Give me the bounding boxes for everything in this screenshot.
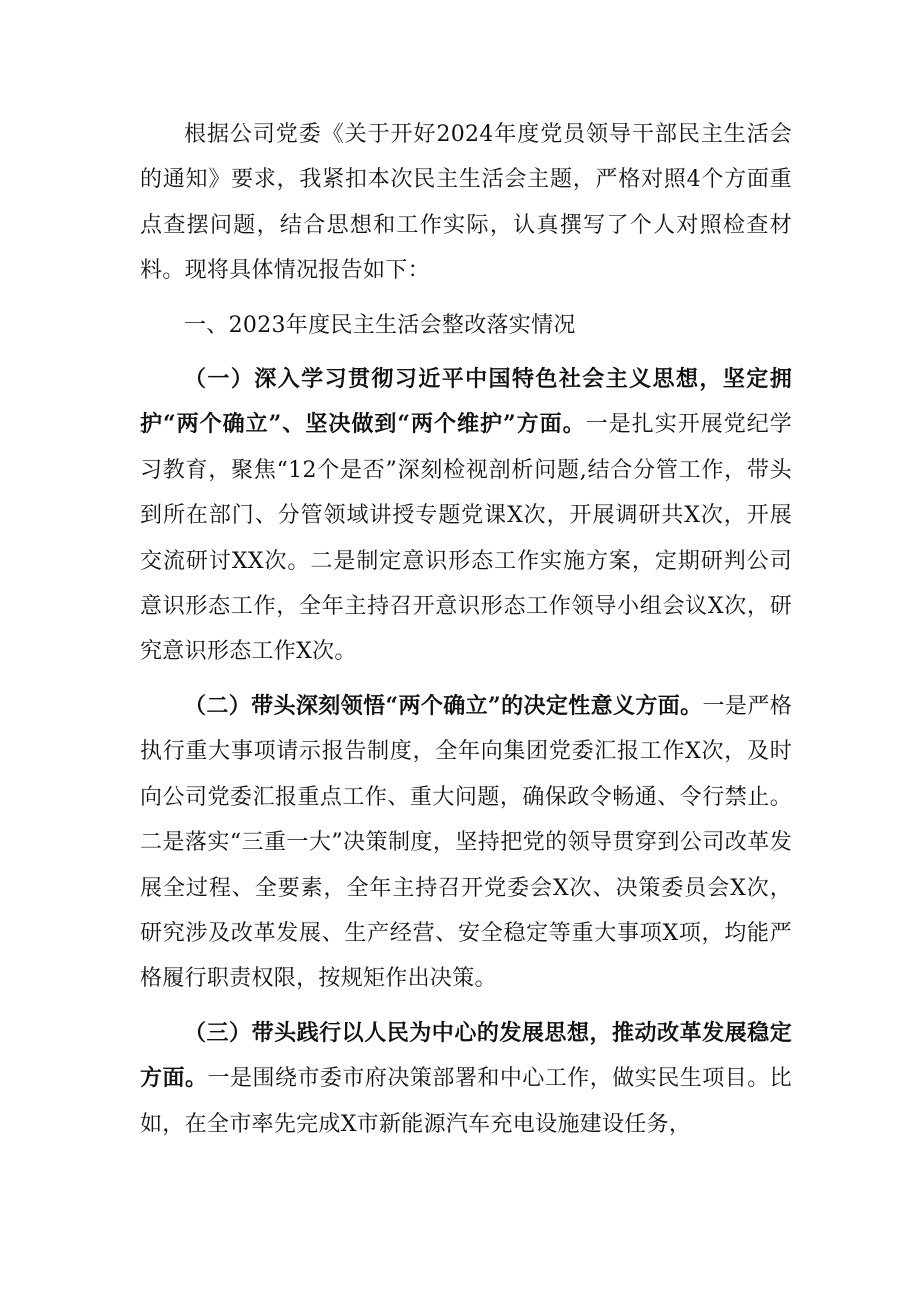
section-heading-1: 一、2023年度民主生活会整改落实情况 — [184, 312, 576, 338]
subsection-3-body: 一是围绕市委市府决策部署和中心工作，做实民生项目。比如，在全市率先完成X市新能源汽车充电设施建设任务， — [140, 1066, 792, 1137]
document-page — [140, 112, 792, 1147]
subsection-2-body: 一是严格执行重大事项请示报告制度，全年向集团党委汇报工作X次，及时向公司党委汇报重点工作、重大问题，确保政令畅通、令行禁止。二是落实“三重一大”决策制度，坚持把党的领导贯穿到公司改革发展全过程、全要素，全年主持召开党委会X次、决策委员会X次，研究涉及改革发展、生产经营、安全稳定等重大事项X项，均能严格履行职责权限，按规矩作出决策。 — [140, 693, 793, 992]
subsection-1-body: 一是扎实开展党纪学习教育，聚焦“12个是否”深刻检视剖析问题,结合分管工作，带头到所在部门、分管领域讲授专题党课X次，开展调研共X次，开展交流研讨XX次。二是制定意识形态工作实施方案，定期研判公司意识形态工作，全年主持召开意识形态工作领导小组会议X次，研究意识形态工作X次。 — [140, 412, 793, 665]
subsection-1 — [140, 357, 792, 675]
intro-paragraph: 根据公司党委《关于开好2024年度党员领导干部民主生活会的通知》要求，我紧扣本次民主生活会主题，严格对照4个方面重点查摆问题，结合思想和工作实际，认真撰写了个人对照检查材料。现将具体情况报告如下： — [140, 122, 792, 284]
subsection-2 — [140, 684, 792, 1002]
subsection-3-title: （三）带头践行以人民为中心的发展思想，推动改革发展稳定方面。 — [140, 1019, 792, 1092]
subsection-1-title: （一）深入学习贯彻习近平中国特色社会主义思想，坚定拥护“两个确立”、坚决做到“两个维护”方面。 — [140, 366, 792, 438]
subsection-3 — [140, 1011, 792, 1147]
subsection-2-title: （二）带头深刻领悟“两个确立”的决定性意义方面。 — [184, 692, 703, 719]
